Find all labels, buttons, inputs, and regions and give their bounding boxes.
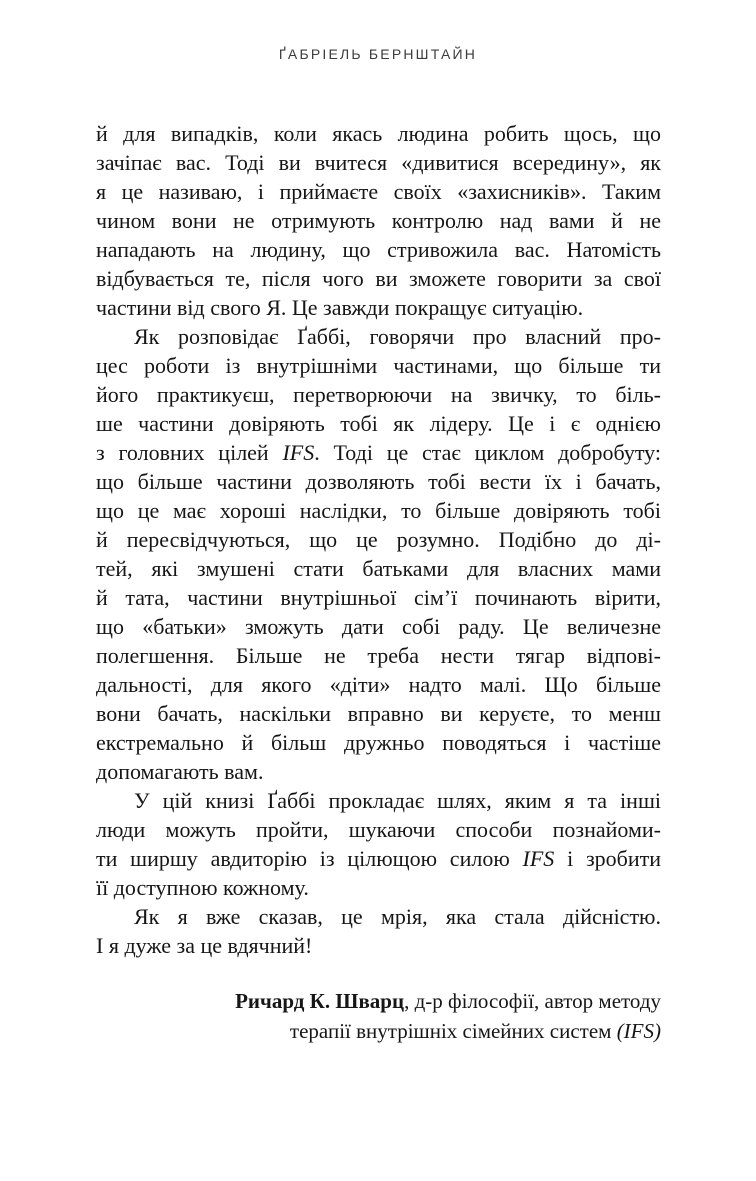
text-line: зачіпає вас. Тоді ви вчитеся «дивитися всередину», як <box>96 150 661 175</box>
text-line: вони бачать, наскільки вправно ви керуєте, то менш <box>96 701 661 726</box>
text-line: У цій книзі Ґаббі прокладає шлях, яким я та інші <box>134 788 661 813</box>
text-line: люди можуть пройти, шукаючи способи познайоми- <box>96 817 661 842</box>
signature-line: терапії внутрішніх сімейних систем (IFS) <box>289 1019 661 1043</box>
text-line: цес роботи із внутрішніми частинами, що більше ти <box>96 353 661 378</box>
signature-line: Ричард К. Шварц, д-р філософії, автор методу <box>235 989 661 1013</box>
text-line: я це називаю, і приймаєте своїх «захисників». Таким <box>96 179 661 204</box>
text-line: екстремально й більш дружньо поводяться і частіше <box>96 730 661 755</box>
text-line: що це має хороші наслідки, то більше довіряють тобі <box>96 498 661 523</box>
text-line: полегшення. Більше не треба нести тягар відпові- <box>96 643 661 668</box>
text-line: відбувається те, після чого ви зможете говорити за свої <box>96 266 661 291</box>
text-line: й для випадків, коли якась людина робить щось, що <box>96 121 661 146</box>
body-text-block <box>96 119 661 960</box>
signature-block <box>96 986 661 1046</box>
running-header-author: ҐАБРІЕЛЬ БЕРНШТАЙН <box>278 46 478 62</box>
text-line: її доступною кожному. <box>96 875 309 900</box>
text-line: Як я вже сказав, це мрія, яка стала дійсністю. <box>134 904 661 929</box>
text-line: частини від свого Я. Це завжди покращує ситуацію. <box>96 295 584 320</box>
text-line: нападають на людину, що стривожила вас. Натомість <box>96 237 661 262</box>
text-line: й тата, частини внутрішньої сім’ї починають вірити, <box>96 585 661 610</box>
text-line: Як розповідає Ґаббі, говорячи про власний про- <box>134 324 661 349</box>
text-line: що більше частини дозволяють тобі вести їх і бачать, <box>96 469 661 494</box>
text-line: чином вони не отримують контролю над вами й не <box>96 208 661 233</box>
text-line: І я дуже за це вдячний! <box>96 933 313 958</box>
text-line: тей, які змушені стати батьками для власних мами <box>96 556 661 581</box>
text-line: його практикуєш, перетворюючи на звичку, то біль- <box>96 382 661 407</box>
text-line: що «батьки» зможуть дати собі раду. Це величезне <box>96 614 661 639</box>
text-line: допомагають вам. <box>96 759 264 784</box>
text-line: з головних цілей IFS. Тоді це стає циклом добробуту: <box>96 440 661 465</box>
text-line: дальності, для якого «діти» надто малі. Що більше <box>96 672 661 697</box>
text-line: й пересвідчуються, що це розумно. Подібно до ді- <box>96 527 661 552</box>
text-line: ше частини довіряють тобі як лідеру. Це і є однією <box>96 411 661 436</box>
text-line: ти ширшу авдиторію із цілющою силою IFS і зробити <box>96 846 661 871</box>
